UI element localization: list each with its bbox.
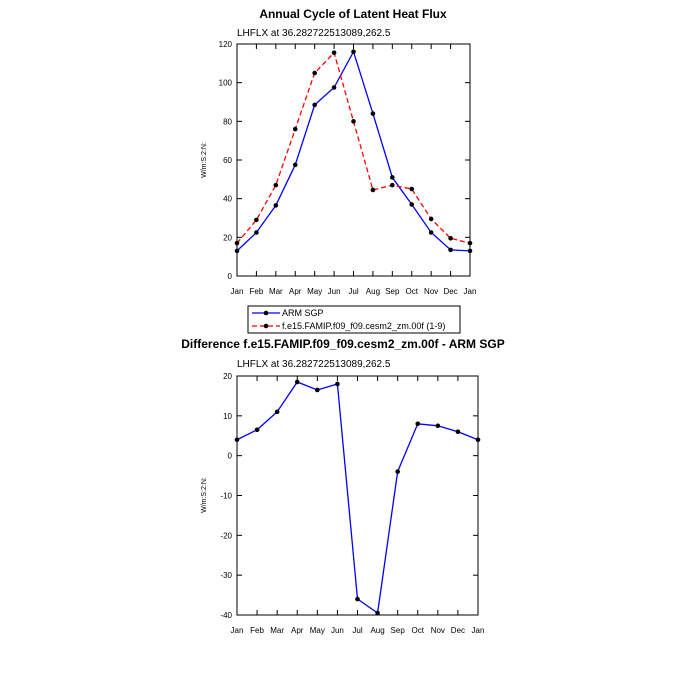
legend-label-arm-sgp: ARM SGP <box>282 308 324 318</box>
y-tick-label: 60 <box>223 156 232 165</box>
series-0-point <box>395 469 400 474</box>
series-0-point <box>332 85 337 90</box>
chart-2-ylabel: W/m:S:2:N: <box>201 477 208 513</box>
chart-1-legend <box>248 306 460 333</box>
series-0-point <box>448 248 453 253</box>
chart-2-plot-area <box>235 380 481 616</box>
x-tick-label: Aug <box>365 287 381 296</box>
x-tick-label: Oct <box>405 287 418 296</box>
series-0-point <box>409 202 414 207</box>
series-0-point <box>312 103 317 108</box>
chart-1 <box>201 7 476 296</box>
series-0-point <box>390 175 395 180</box>
series-0-point <box>255 427 260 432</box>
series-0-point <box>295 380 300 385</box>
x-tick-label: Feb <box>250 626 264 635</box>
series-0-point <box>235 249 240 254</box>
series-0-point <box>355 597 360 602</box>
x-tick-label: Jan <box>471 626 485 635</box>
y-tick-label: 20 <box>223 233 232 243</box>
chart-1-title: Annual Cycle of Latent Heat Flux <box>259 7 447 21</box>
x-tick-label: Sep <box>390 626 405 635</box>
x-tick-label: Aug <box>370 626 385 635</box>
series-0-point <box>371 111 376 116</box>
x-tick-label: Apr <box>289 287 302 296</box>
series-0-point <box>375 611 380 616</box>
x-tick-label: Jun <box>327 287 341 296</box>
x-tick-label: Jan <box>463 287 477 296</box>
chart-1-subtitle: LHFLX at 36.282722513089,262.5 <box>237 28 391 39</box>
series-1-point <box>293 127 298 132</box>
series-1-point <box>409 187 414 192</box>
series-line-0 <box>237 52 470 251</box>
series-1-point <box>312 71 317 76</box>
x-tick-label: May <box>307 287 323 296</box>
y-tick-label: 40 <box>223 194 232 204</box>
series-0-point <box>415 422 420 427</box>
series-1-point <box>390 183 395 188</box>
x-tick-label: Jun <box>330 626 344 635</box>
x-tick-label: Feb <box>249 287 264 296</box>
x-tick-label: Nov <box>424 287 439 296</box>
series-1-point <box>468 241 473 246</box>
x-tick-label: Sep <box>385 287 400 296</box>
x-tick-label: Jan <box>230 626 244 635</box>
series-0-point <box>351 49 356 54</box>
x-tick-label: Apr <box>291 626 304 635</box>
chart-2 <box>181 337 504 635</box>
chart-2-y-axis <box>220 372 478 620</box>
y-tick-label: -20 <box>220 531 232 541</box>
series-0-point <box>275 410 280 415</box>
series-0-point <box>254 230 259 235</box>
x-tick-label: Dec <box>443 287 458 296</box>
x-tick-label: Jul <box>352 626 363 635</box>
y-tick-label: 0 <box>227 451 232 461</box>
x-tick-label: Oct <box>411 626 424 635</box>
series-1-point <box>351 119 356 124</box>
chart-2-title: Difference f.e15.FAMIP.f09_f09.cesm2_zm.00f - ARM SGP <box>181 337 505 351</box>
y-tick-label: 20 <box>223 372 232 381</box>
series-1-point <box>448 236 453 241</box>
y-tick-label: -40 <box>220 611 232 620</box>
chart-1-plot-area <box>235 49 473 253</box>
x-tick-label: Jul <box>348 287 359 296</box>
series-0-point <box>436 423 441 428</box>
legend-marker-arm-sgp <box>264 311 269 316</box>
series-0-point <box>335 382 340 387</box>
series-1-point <box>371 188 376 193</box>
series-1-point <box>274 183 279 188</box>
y-tick-label: 80 <box>223 117 232 127</box>
chart-1-y-axis <box>219 40 470 281</box>
series-1-point <box>429 217 434 222</box>
series-1-point <box>332 50 337 55</box>
series-0-point <box>315 388 320 393</box>
y-tick-label: 0 <box>227 272 232 281</box>
x-tick-label: May <box>309 626 325 635</box>
series-0-point <box>293 163 298 168</box>
series-0-point <box>235 437 240 442</box>
chart-1-x-axis <box>231 44 477 296</box>
series-line-0 <box>237 382 478 613</box>
legend-marker-cesm2 <box>264 324 269 329</box>
x-tick-label: Dec <box>450 626 466 635</box>
series-line-1 <box>237 53 470 243</box>
series-0-point <box>456 429 461 434</box>
x-tick-label: Nov <box>430 626 445 635</box>
y-tick-label: 120 <box>218 40 232 49</box>
series-0-point <box>476 437 481 442</box>
legend-label-cesm2: f.e15.FAMIP.f09_f09.cesm2_zm.00f (1-9) <box>282 321 446 331</box>
y-tick-label: -10 <box>220 491 232 501</box>
series-1-point <box>254 218 259 223</box>
series-1-point <box>235 241 240 246</box>
series-0-point <box>429 230 434 235</box>
chart-2-subtitle: LHFLX at 36.282722513089,262.5 <box>237 359 391 370</box>
x-tick-label: Mar <box>268 287 283 296</box>
chart-1-frame <box>237 44 470 276</box>
chart-1-ylabel: W/m:S:2:N: <box>201 142 208 178</box>
series-0-point <box>274 203 279 208</box>
chart-2-frame <box>237 376 478 615</box>
series-0-point <box>468 249 473 254</box>
y-tick-label: -30 <box>220 571 232 581</box>
y-tick-label: 10 <box>223 411 232 421</box>
y-tick-label: 100 <box>218 78 232 88</box>
x-tick-label: Jan <box>230 287 244 296</box>
x-tick-label: Mar <box>270 626 285 635</box>
